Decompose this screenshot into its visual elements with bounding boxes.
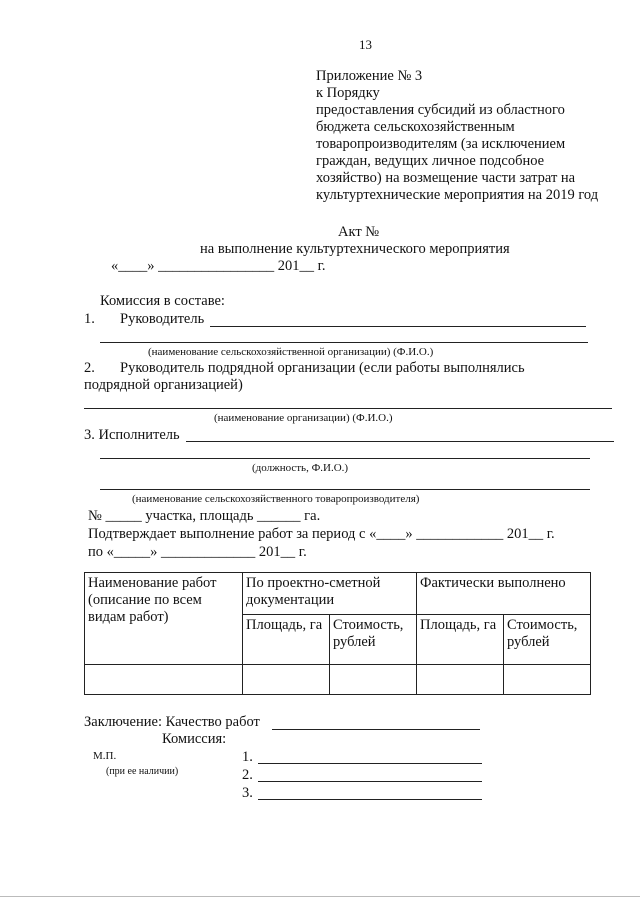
signer-line	[258, 763, 482, 764]
works-table	[84, 572, 591, 695]
page-number: 13	[359, 37, 372, 52]
item1-second-line	[100, 342, 588, 343]
table-cell	[504, 665, 591, 695]
header-project-docs: По проектно-сметной документации	[243, 573, 417, 615]
conclusion-label: Заключение: Качество работ	[84, 714, 260, 730]
item1-hint: (наименование сельскохозяйственной организации) (Ф.И.О.)	[148, 346, 434, 358]
header-cost-planned: Стоимость, рублей	[330, 615, 417, 665]
item2-number: 2.	[84, 360, 95, 376]
page-edge-divider	[0, 896, 640, 897]
appendix-line: бюджета сельскохозяйственным	[316, 119, 515, 135]
signer-line	[258, 799, 482, 800]
header-cost-actual: Стоимость, рублей	[504, 615, 591, 665]
appendix-line: граждан, ведущих личное подсобное	[316, 153, 545, 169]
header-area-actual: Площадь, га	[417, 615, 504, 665]
commission-label: Комиссия:	[162, 731, 227, 747]
item3-hint: (должность, Ф.И.О.)	[252, 462, 349, 474]
table-cell	[417, 665, 504, 695]
stamp-label: М.П.	[93, 750, 117, 762]
confirm-line-1: Подтверждает выполнение работ за период с «____» ____________ 201__ г.	[88, 526, 555, 542]
item1-fill-line	[210, 326, 586, 327]
table-cell	[243, 665, 330, 695]
signer-number: 2.	[242, 767, 253, 783]
table-cell	[85, 665, 243, 695]
header-work-name: Наименование работ (описание по всем видам работ)	[85, 573, 243, 665]
plot-line: № _____ участка, площадь ______ га.	[88, 508, 321, 524]
appendix-line: товаропроизводителям (за исключением	[316, 136, 566, 152]
producer-fill-line	[100, 489, 590, 490]
header-actual: Фактически выполнено	[417, 573, 591, 615]
stamp-note: (при ее наличии)	[106, 766, 179, 777]
appendix-line: хозяйство) на возмещение части затрат на	[316, 170, 576, 186]
confirm-line-2: по «_____» _____________ 201__ г.	[88, 544, 307, 560]
item3-label: 3. Исполнитель	[84, 427, 180, 443]
act-title: Акт №	[338, 224, 380, 240]
item2-label-cont: подрядной организацией)	[84, 377, 243, 393]
signer-number: 3.	[242, 785, 253, 801]
conclusion-fill-line	[272, 729, 480, 730]
act-date-line: «____» ________________ 201__ г.	[111, 258, 326, 274]
commission-heading: Комиссия в составе:	[100, 293, 225, 309]
signer-number: 1.	[242, 749, 253, 765]
item2-label: Руководитель подрядной организации (если работы выполнялись	[120, 360, 525, 376]
header-area-planned: Площадь, га	[243, 615, 330, 665]
item3-second-line	[100, 458, 590, 459]
appendix-line: к Порядку	[316, 85, 380, 101]
appendix-line: предоставления субсидий из областного	[316, 102, 565, 118]
item1-label: Руководитель	[120, 311, 205, 327]
appendix-line: культуртехнические мероприятия на 2019 год	[316, 187, 599, 203]
producer-hint: (наименование сельскохозяйственного товаропроизводителя)	[132, 493, 420, 505]
act-subtitle: на выполнение культуртехнического мероприятия	[200, 241, 510, 257]
item2-hint: (наименование организации) (Ф.И.О.)	[214, 412, 393, 424]
item3-fill-line	[186, 441, 614, 442]
appendix-line: Приложение № 3	[316, 68, 423, 84]
signer-line	[258, 781, 482, 782]
item1-number: 1.	[84, 311, 95, 327]
table-cell	[330, 665, 417, 695]
item2-fill-line	[84, 408, 612, 409]
